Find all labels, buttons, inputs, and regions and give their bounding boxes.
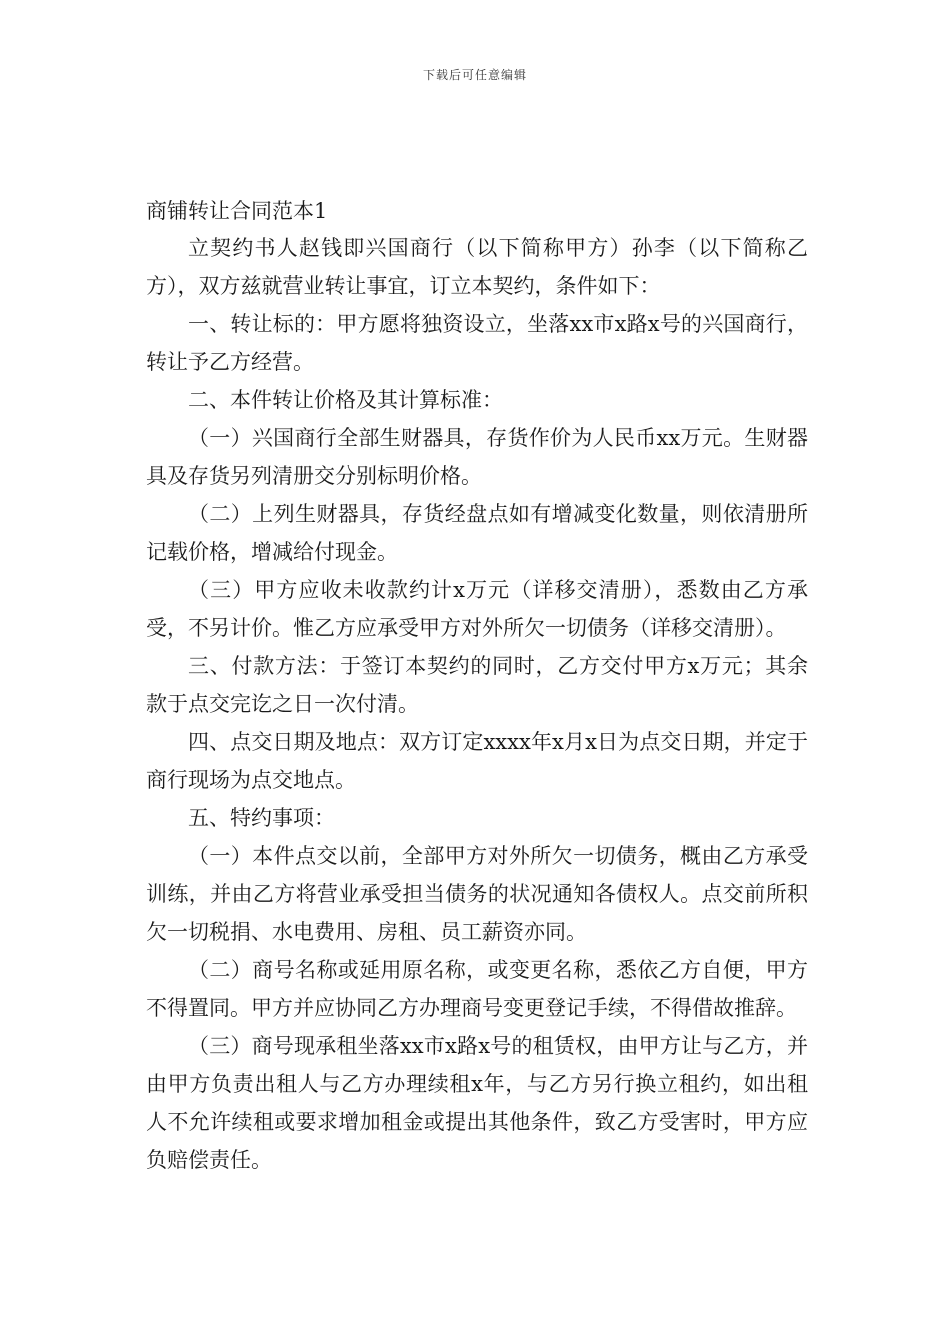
paragraph-clause-2-1: （一）兴国商行全部生财器具，存货作价为人民币xx万元。生财器具及存货另列清册交分别标明价格。 — [146, 426, 808, 488]
paragraph-clause-5-1: （一）本件点交以前，全部甲方对外所欠一切债务，概由乙方承受训练，并由乙方将营业承受担当债务的状况通知各债权人。点交前所积欠一切税捐、水电费用、房租、员工薪资亦同。 — [146, 844, 808, 944]
paragraph-clause-1: 一、转让标的：甲方愿将独资设立，坐落xx市x路x号的兴国商行，转让予乙方经营。 — [146, 312, 808, 374]
paragraph-clause-3: 三、付款方法：于签订本契约的同时，乙方交付甲方x万元；其余款于点交完讫之日一次付清。 — [146, 654, 808, 716]
paragraph-clause-5-2: （二）商号名称或延用原名称，或变更名称，悉依乙方自便，甲方不得置同。甲方并应协同乙方办理商号变更登记手续，不得借故推辞。 — [146, 958, 808, 1020]
paragraph-clause-2-3: （三）甲方应收未收款约计x万元（详移交清册），悉数由乙方承受，不另计价。惟乙方应承受甲方对外所欠一切债务（详移交清册）。 — [146, 578, 808, 640]
paragraph-clause-5: 五、特约事项： — [188, 806, 335, 830]
paragraph-preamble: 立契约书人赵钱即兴国商行（以下简称甲方）孙李（以下简称乙方），双方兹就营业转让事宜，订立本契约，条件如下： — [146, 236, 808, 298]
paragraph-clause-2: 二、本件转让价格及其计算标准： — [188, 388, 503, 412]
paragraph-clause-2-2: （二）上列生财器具，存货经盘点如有增减变化数量，则依清册所记载价格，增减给付现金。 — [146, 502, 808, 564]
document-title: 商铺转让合同范本1 — [146, 199, 328, 223]
paragraph-clause-4: 四、点交日期及地点：双方订定xxxx年x月x日为点交日期，并定于商行现场为点交地点。 — [146, 730, 808, 792]
document-body — [146, 229, 808, 1179]
page-header-note: 下载后可任意编辑 — [422, 68, 527, 82]
paragraph-clause-5-3: （三）商号现承租坐落xx市x路x号的租赁权，由甲方让与乙方，并由甲方负责出租人与乙方办理续租x年，与乙方另行换立租约，如出租人不允许续租或要求增加租金或提出其他条件，致乙方受害时，甲方应负赔偿责任。 — [146, 1034, 808, 1172]
